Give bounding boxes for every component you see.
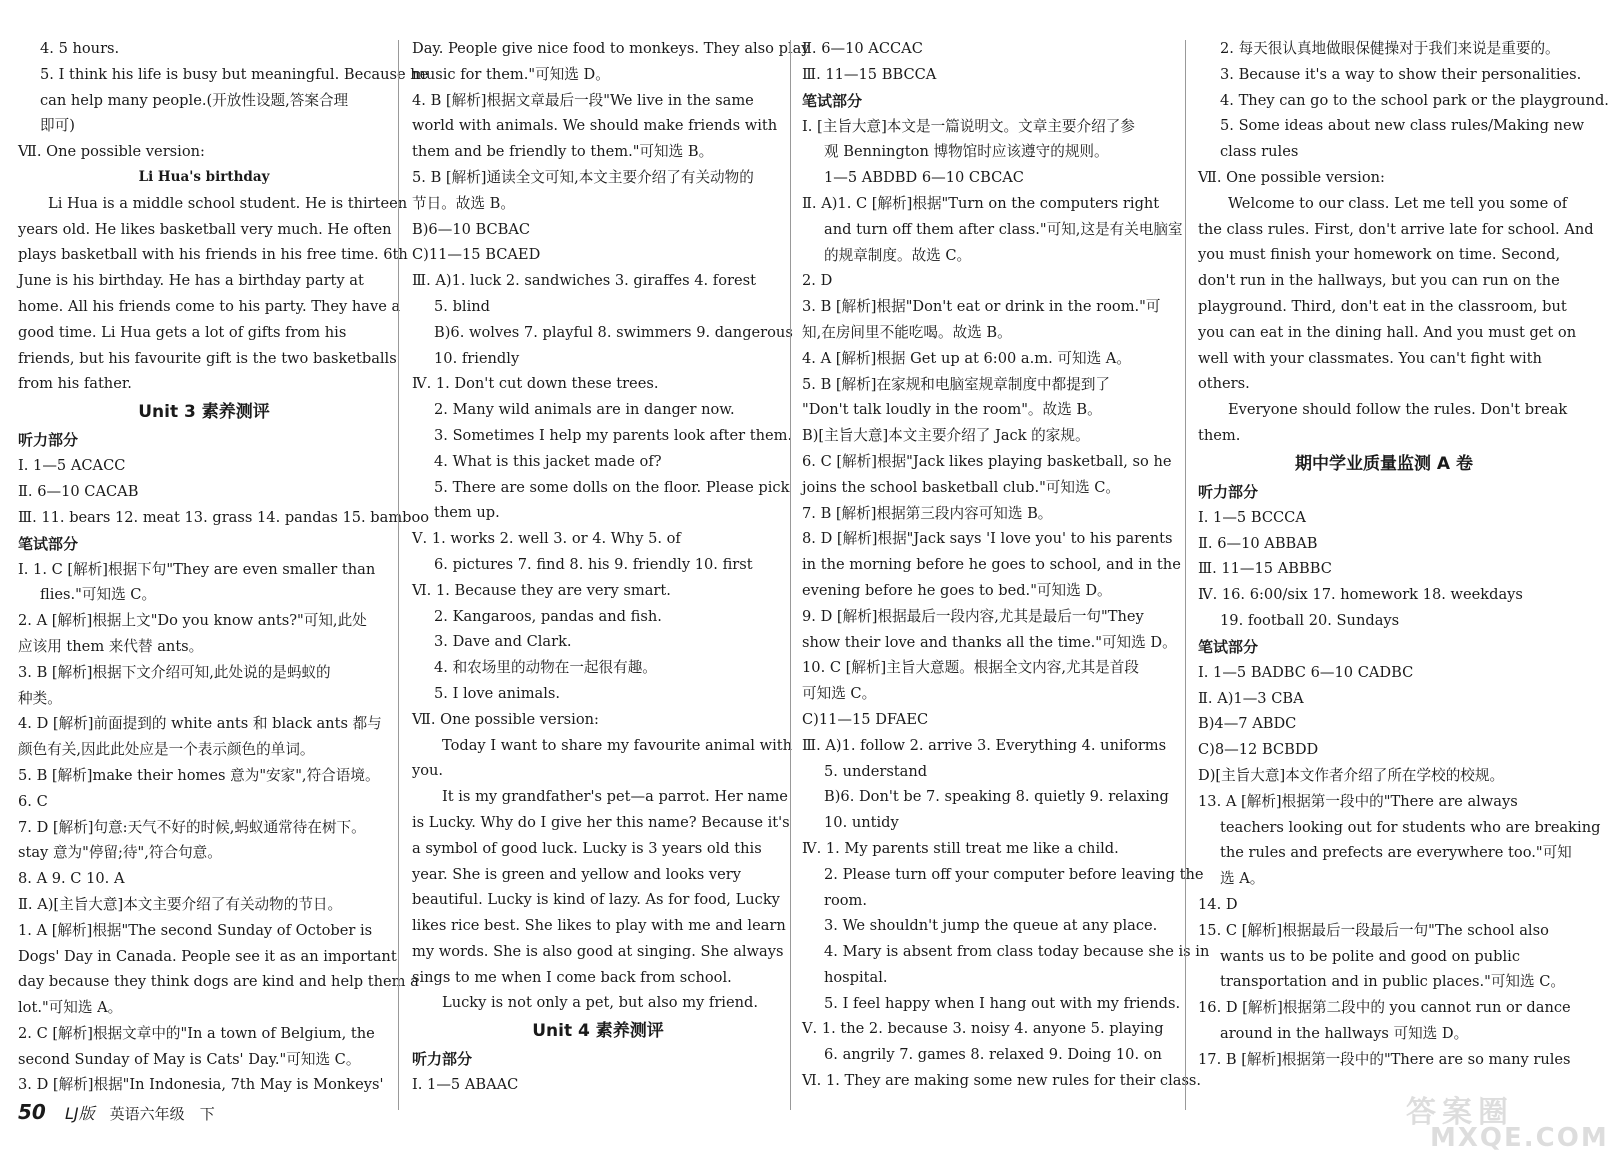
text-line: 应该用 them 来代替 ants。 xyxy=(18,637,204,655)
text-line: Ⅶ. One possible version: xyxy=(18,143,205,161)
column-3 xyxy=(802,36,1210,1094)
text-line: teachers looking out for students who are breaking xyxy=(1220,818,1601,836)
text-line: evening before he goes to bed."可知选 D。 xyxy=(802,581,1112,599)
text-line: Ⅳ. 16. 6:00/six 17. homework 18. weekdays xyxy=(1198,586,1523,604)
text-line: 10. C [解析]主旨大意题。根据全文内容,尤其是首段 xyxy=(802,659,1139,677)
text-line: Ⅱ. 6—10 ABBAB xyxy=(1198,534,1318,552)
text-line: 2. Kangaroos, pandas and fish. xyxy=(434,607,662,625)
text-line: is Lucky. Why do I give her this name? Because it's xyxy=(412,813,790,831)
text-line: years old. He likes basketball very much. He often xyxy=(18,220,392,238)
watermark-logo xyxy=(1400,1085,1609,1155)
part-heading: 听力部分 xyxy=(1198,482,1259,501)
text-line: the class rules. First, don't arrive late for school. And xyxy=(1198,220,1594,238)
text-line: Day. People give nice food to monkeys. They also play xyxy=(412,40,810,57)
text-line: 2. D xyxy=(802,272,833,290)
text-line: Ⅱ. A)[主旨大意]本文主要介绍了有关动物的节日。 xyxy=(18,895,343,913)
text-line: 4. D [解析]前面提到的 white ants 和 black ants 都与 xyxy=(18,715,382,733)
column-divider xyxy=(398,40,399,1110)
text-line: 5. There are some dolls on the floor. Please pick xyxy=(434,478,790,496)
text-line: 8. D [解析]根据"Jack says 'I love you' to his parents xyxy=(802,530,1173,548)
text-line: 观 Bennington 博物馆时应该遵守的规则。 xyxy=(824,143,1109,161)
text-line: 3. B [解析]根据下文介绍可知,此处说的是蚂蚁的 xyxy=(18,663,331,681)
text-line: music for them."可知选 D。 xyxy=(412,65,610,83)
text-line: 2. Many wild animals are in danger now. xyxy=(434,401,735,419)
text-line: 16. D [解析]根据第二段中的 you cannot run or dance xyxy=(1198,999,1571,1017)
text-line: 的规章制度。故选 C。 xyxy=(824,246,972,264)
text-line: Ⅲ. 11—15 ABBBC xyxy=(1198,560,1332,578)
text-line: home. All his friends come to his party. They have a xyxy=(18,297,401,315)
text-line: lot."可知选 A。 xyxy=(18,999,123,1017)
text-line: 3. D [解析]根据"In Indonesia, 7th May is Monkeys' xyxy=(18,1076,384,1094)
column-1 xyxy=(18,36,430,1098)
text-line: them and be friendly to them."可知选 B。 xyxy=(412,143,714,161)
text-line: 10. friendly xyxy=(434,349,520,367)
column-divider xyxy=(1185,40,1186,1110)
column-4 xyxy=(1198,36,1609,1072)
part-heading: 听力部分 xyxy=(412,1050,473,1069)
text-line: around in the hallways 可知选 D。 xyxy=(1220,1024,1469,1042)
text-line: Ⅵ. 1. They are making some new rules for their class. xyxy=(802,1072,1202,1090)
part-heading: 笔试部分 xyxy=(1198,637,1259,656)
text-line: 3. Sometimes I help my parents look after them. xyxy=(434,426,793,444)
text-line: Ⅳ. 1. Don't cut down these trees. xyxy=(412,375,659,393)
text-line: 5. I feel happy when I hang out with my friends. xyxy=(824,994,1181,1012)
text-line: 节日。故选 B。 xyxy=(412,194,515,212)
text-line: D)[主旨大意]本文作者介绍了所在学校的校规。 xyxy=(1198,766,1505,784)
text-line: show their love and thanks all the time."可知选 D。 xyxy=(802,633,1177,651)
text-line: Everyone should follow the rules. Don't break xyxy=(1228,401,1568,419)
text-line: 2. A [解析]根据上文"Do you know ants?"可知,此处 xyxy=(18,612,367,630)
text-line: 7. D [解析]句意:天气不好的时候,蚂蚁通常待在树下。 xyxy=(18,818,366,836)
text-line: second Sunday of May is Cats' Day."可知选 C。 xyxy=(18,1050,361,1068)
text-line: B)4—7 ABDC xyxy=(1198,715,1297,733)
text-line: and turn off them after class."可知,这是有关电脑室 xyxy=(824,220,1183,238)
text-line: Ⅰ. 1—5 BADBC 6—10 CADBC xyxy=(1198,663,1414,681)
text-line: It is my grandfather's pet—a parrot. Her name xyxy=(442,788,788,806)
text-line: 1. A [解析]根据"The second Sunday of October is xyxy=(18,921,373,939)
text-line: Ⅶ. One possible version: xyxy=(412,710,599,728)
text-line: 14. D xyxy=(1198,895,1238,913)
text-line: 即可) xyxy=(40,117,75,135)
text-line: you can eat in the dining hall. And you must get on xyxy=(1198,323,1577,341)
text-line: 13. A [解析]根据第一段中的"There are always xyxy=(1198,792,1518,810)
text-line: joins the school basketball club."可知选 C。 xyxy=(802,478,1120,496)
watermark-text: 答案圈 xyxy=(1406,1095,1514,1130)
text-line: 5. Some ideas about new class rules/Making new xyxy=(1220,117,1585,135)
column-divider xyxy=(790,40,791,1110)
text-line: 3. Because it's a way to show their personalities. xyxy=(1220,65,1582,83)
text-line: hospital. xyxy=(824,968,888,986)
text-line: 5. understand xyxy=(824,762,928,780)
text-line: them up. xyxy=(434,504,500,522)
text-line: Ⅴ. 1. works 2. well 3. or 4. Why 5. of xyxy=(412,530,681,548)
text-line: "Don't talk loudly in the room"。故选 B。 xyxy=(802,401,1102,419)
text-line: room. xyxy=(824,891,868,909)
column-2 xyxy=(412,36,810,1098)
text-line: in the morning before he goes to school, and in the xyxy=(802,556,1181,574)
text-line: C)11—15 DFAEC xyxy=(802,710,929,728)
text-line: 1—5 ABDBD 6—10 CBCAC xyxy=(824,169,1024,187)
page-number: 50 xyxy=(18,1100,46,1124)
text-line: Ⅲ. 11—15 BBCCA xyxy=(802,65,937,83)
text-line: Ⅰ. 1—5 BCCCA xyxy=(1198,508,1306,526)
text-line: 2. C [解析]根据文章中的"In a town of Belgium, the xyxy=(18,1024,375,1042)
text-line: Ⅰ. 1—5 ACACC xyxy=(18,457,126,475)
text-line: C)11—15 BCAED xyxy=(412,246,541,264)
text-line: 5. blind xyxy=(434,297,490,315)
text-line: world with animals. We should make friends with xyxy=(412,117,778,135)
text-line: 2. 每天很认真地做眼保健操对于我们来说是重要的。 xyxy=(1220,40,1560,57)
text-line: 可知选 C。 xyxy=(802,685,877,703)
section-heading: Unit 3 素养测评 xyxy=(138,402,270,423)
text-line: 3. B [解析]根据"Don't eat or drink in the room."可 xyxy=(802,298,1161,316)
text-line: C)8—12 BCBDD xyxy=(1198,741,1319,759)
part-heading: 笔试部分 xyxy=(18,534,79,553)
text-line: don't run in the hallways, but you can run on the xyxy=(1198,272,1560,290)
text-line: year. She is green and yellow and looks very xyxy=(412,865,741,883)
text-line: 3. Dave and Clark. xyxy=(434,633,572,651)
text-line: Li Hua is a middle school student. He is thirteen xyxy=(48,194,408,212)
text-line: Ⅳ. 1. My parents still treat me like a child. xyxy=(802,839,1119,857)
text-line: 6. C xyxy=(18,792,48,810)
text-line: stay 意为"停留;待",符合句意。 xyxy=(18,844,222,862)
text-line: B)6—10 BCBAC xyxy=(412,220,531,238)
text-line: Ⅱ. A)1. C [解析]根据"Turn on the computers right xyxy=(802,194,1160,212)
text-line: well with your classmates. You can't fight with xyxy=(1198,349,1542,367)
text-line: day because they think dogs are kind and help them a xyxy=(18,973,419,991)
text-line: 6. angrily 7. games 8. relaxed 9. Doing 10. on xyxy=(824,1046,1162,1064)
text-line: 4. 和农场里的动物在一起很有趣。 xyxy=(434,659,657,677)
text-line: Welcome to our class. Let me tell you some of xyxy=(1228,194,1568,212)
text-line: good time. Li Hua gets a lot of gifts from his xyxy=(18,323,347,341)
text-line: Ⅰ. [主旨大意]本文是一篇说明文。文章主要介绍了参 xyxy=(802,117,1135,135)
text-line: the rules and prefects are everywhere too."可知 xyxy=(1220,844,1572,862)
text-line: class rules xyxy=(1220,143,1299,161)
text-line: a symbol of good luck. Lucky is 3 years old this xyxy=(412,839,762,857)
text-line: you. xyxy=(412,762,444,780)
term-label: 下 xyxy=(199,1105,215,1123)
text-line: 5. I think his life is busy but meaningful. Because he xyxy=(40,65,429,83)
essay-title: Li Hua's birthday xyxy=(138,168,270,185)
text-line: 2. Please turn off your computer before leaving the xyxy=(824,865,1204,883)
text-line: 3. We shouldn't jump the queue at any place. xyxy=(824,917,1158,935)
text-line: wants us to be polite and good on public xyxy=(1220,947,1521,965)
text-line: 7. B [解析]根据第三段内容可知选 B。 xyxy=(802,504,1053,522)
text-line: 颜色有关,因此此处应是一个表示颜色的单词。 xyxy=(18,741,315,759)
subject-label: 英语六年级 xyxy=(109,1105,185,1123)
text-line: 5. B [解析]make their homes 意为"安家",符合语境。 xyxy=(18,766,380,784)
text-line: 5. B [解析]在家规和电脑室规章制度中都提到了 xyxy=(802,375,1111,393)
text-line: likes rice best. She likes to play with me and learn xyxy=(412,917,786,935)
text-line: 19. football 20. Sundays xyxy=(1220,611,1400,629)
page-footer xyxy=(18,1100,215,1124)
text-line: Dogs' Day in Canada. People see it as an important xyxy=(18,947,397,965)
text-line: 6. pictures 7. find 8. his 9. friendly 10. first xyxy=(434,555,753,573)
text-line: from his father. xyxy=(18,375,132,393)
edition-label: LJ版 xyxy=(64,1104,95,1123)
text-line: 知,在房间里不能吃喝。故选 B。 xyxy=(802,323,1012,341)
text-line: sings to me when I come back from school. xyxy=(412,968,732,986)
text-line: 5. B [解析]通读全文可知,本文主要介绍了有关动物的 xyxy=(412,168,754,186)
text-line: 17. B [解析]根据第一段中的"There are so many rules xyxy=(1198,1050,1571,1068)
part-heading: 听力部分 xyxy=(18,431,79,450)
text-line: 选 A。 xyxy=(1220,870,1265,888)
text-line: Ⅰ. 1. C [解析]根据下句"They are even smaller than xyxy=(18,560,376,578)
text-line: Ⅲ. 11. bears 12. meat 13. grass 14. pandas 15. bamboo xyxy=(18,508,430,526)
text-line: can help many people.(开放性设题,答案合理 xyxy=(40,91,349,109)
text-line: 4. Mary is absent from class today because she is in xyxy=(824,943,1210,961)
text-line: 10. untidy xyxy=(824,814,899,832)
text-line: Today I want to share my favourite animal with xyxy=(442,736,793,754)
text-line: 9. D [解析]根据最后一段内容,尤其是最后一句"They xyxy=(802,607,1144,625)
text-line: 5. I love animals. xyxy=(434,684,561,702)
text-line: beautiful. Lucky is kind of lazy. As for food, Lucky xyxy=(412,891,780,909)
watermark-url: MXQE.COM xyxy=(1430,1123,1609,1153)
text-line: Ⅱ. 6—10 CACAB xyxy=(18,482,139,500)
text-line: others. xyxy=(1198,375,1250,393)
text-line: Ⅵ. 1. Because they are very smart. xyxy=(412,581,671,599)
text-line: playground. Third, don't eat in the classroom, but xyxy=(1198,297,1567,315)
text-line: 4. B [解析]根据文章最后一段"We live in the same xyxy=(412,91,754,109)
text-line: Ⅰ. 1—5 ABAAC xyxy=(412,1076,519,1094)
text-line: Lucky is not only a pet, but also my friend. xyxy=(442,994,758,1012)
text-line: 8. A 9. C 10. A xyxy=(18,870,125,888)
text-line: 15. C [解析]根据最后一段最后一句"The school also xyxy=(1198,921,1549,939)
text-line: Ⅲ. A)1. follow 2. arrive 3. Everything 4. uniforms xyxy=(802,736,1167,754)
text-line: friends, but his favourite gift is the two basketballs xyxy=(18,349,397,367)
text-line: flies."可知选 C。 xyxy=(40,586,157,604)
text-line: you must finish your homework on time. Second, xyxy=(1198,246,1561,264)
text-line: 4. 5 hours. xyxy=(40,40,120,57)
section-heading: 期中学业质量监测 A 卷 xyxy=(1295,453,1473,474)
text-line: 种类。 xyxy=(18,689,62,707)
text-line: Ⅲ. A)1. luck 2. sandwiches 3. giraffes 4. forest xyxy=(412,272,756,290)
text-line: Ⅱ. 6—10 ACCAC xyxy=(802,40,923,57)
part-heading: 笔试部分 xyxy=(802,91,863,110)
text-line: transportation and in public places."可知选 C。 xyxy=(1220,973,1566,991)
text-line: B)[主旨大意]本文主要介绍了 Jack 的家规。 xyxy=(802,427,1090,445)
text-line: 4. A [解析]根据 Get up at 6:00 a.m. 可知选 A。 xyxy=(802,349,1131,367)
text-line: 4. They can go to the school park or the playground. xyxy=(1220,91,1609,109)
text-line: plays basketball with his friends in his free time. 6th xyxy=(18,246,408,264)
text-line: Ⅶ. One possible version: xyxy=(1198,168,1385,186)
text-line: B)6. wolves 7. playful 8. swimmers 9. dangerous xyxy=(434,323,793,341)
text-line: Ⅴ. 1. the 2. because 3. noisy 4. anyone 5. playing xyxy=(802,1020,1164,1038)
text-line: 6. C [解析]根据"Jack likes playing basketball, so he xyxy=(802,452,1172,470)
text-line: June is his birthday. He has a birthday party at xyxy=(18,272,364,290)
text-line: B)6. Don't be 7. speaking 8. quietly 9. relaxing xyxy=(824,788,1169,806)
text-line: 4. What is this jacket made of? xyxy=(434,452,662,470)
text-line: them. xyxy=(1198,426,1241,444)
text-line: Ⅱ. A)1—3 CBA xyxy=(1198,689,1304,707)
text-line: my words. She is also good at singing. She always xyxy=(412,942,784,960)
section-heading: Unit 4 素养测评 xyxy=(532,1021,664,1042)
